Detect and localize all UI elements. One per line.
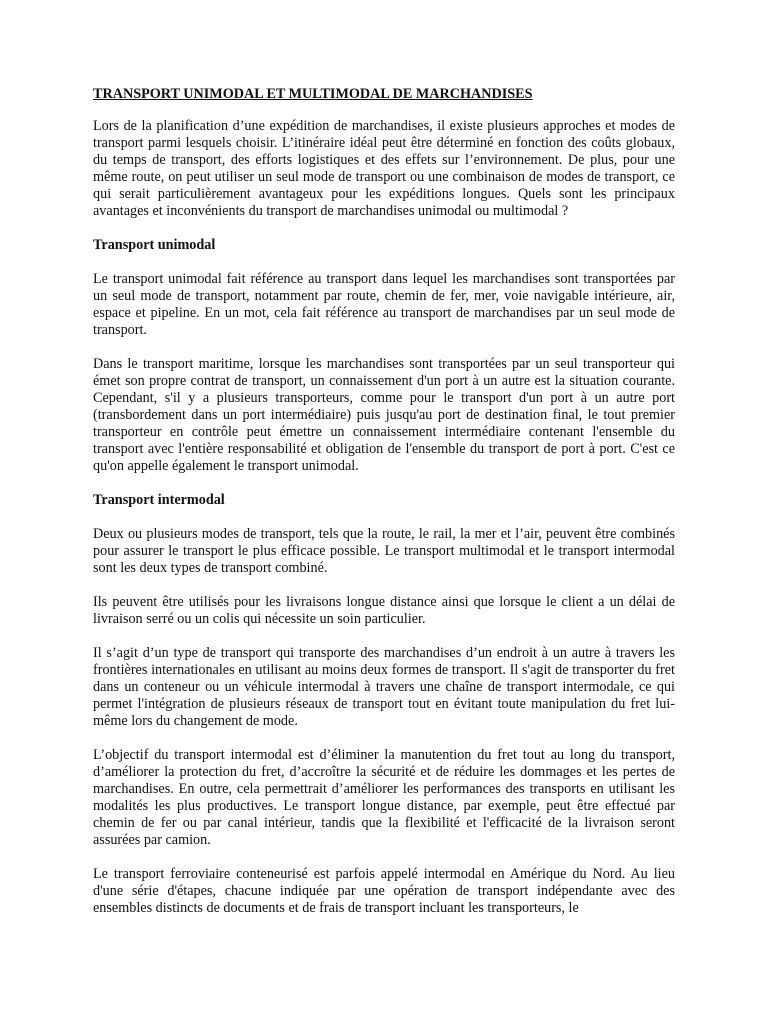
- section-heading-intermodal: Transport intermodal: [93, 492, 225, 508]
- section-heading-unimodal: Transport unimodal: [93, 237, 216, 253]
- intermodal-paragraph-3: Il s’agit d’un type de transport qui transporte des marchandises d’un endroit à un autre à travers les frontières internationales en utilisant au moins deux formes de transport. Il s'agit de transporter du fret dans un conteneur ou un véhicule intermodal à travers une chaîne de transport intermodale, ce qui permet l'intégration de plusieurs réseaux de transport tout en évitant toute manipulation du fret lui-même lors du changement de mode.: [93, 645, 675, 729]
- intro-paragraph: Lors de la planification d’une expédition de marchandises, il existe plusieurs approches et modes de transport parmi lesquels choisir. L’itinéraire idéal peut être déterminé en fonction des coûts globaux, du temps de transport, des efforts logistiques et des effets sur l’environnement. De plus, pour une même route, on peut utiliser un seul mode de transport ou une combinaison de modes de transport, ce qui serait particulièrement avantageux pour les expéditions longues. Quels sont les principaux avantages et inconvénients du transport de marchandises unimodal ou multimodal ?: [93, 118, 675, 219]
- intermodal-paragraph-1: Deux ou plusieurs modes de transport, tels que la route, le rail, la mer et l’air, peuvent être combinés pour assurer le transport le plus efficace possible. Le transport multimodal et le transport intermodal sont les deux types de transport combiné.: [93, 526, 675, 576]
- unimodal-paragraph-1: Le transport unimodal fait référence au transport dans lequel les marchandises sont transportées par un seul mode de transport, notamment par route, chemin de fer, mer, voie navigable intérieure, air, espace et pipeline. En un mot, cela fait référence au transport de marchandises par un seul mode de transport.: [93, 271, 675, 338]
- intermodal-paragraph-4: L’objectif du transport intermodal est d’éliminer la manutention du fret tout au long du transport, d’améliorer la protection du fret, d’accroître la sécurité et de réduire les dommages et les pertes de marchandises. En outre, cela permettrait d’améliorer les performances des transports en utilisant les modalités les plus productives. Le transport longue distance, par exemple, peut être effectué par chemin de fer ou par canal intérieur, tandis que la flexibilité et l'efficacité de la livraison seront assurées par camion.: [93, 747, 675, 848]
- intermodal-paragraph-5: Le transport ferroviaire conteneurisé est parfois appelé intermodal en Amérique du Nord. Au lieu d'une série d'étapes, chacune indiquée par une opération de transport indépendante avec des ensembles distincts de documents et de frais de transport incluant les transporteurs, le: [93, 866, 675, 916]
- document-page: [93, 86, 675, 917]
- unimodal-paragraph-2: Dans le transport maritime, lorsque les marchandises sont transportées par un seul transporteur qui émet son propre contrat de transport, un connaissement d'un port à un autre est la situation courante. Cependant, s'il y a plusieurs transporteurs, comme pour le transport d'un port à un autre port (transbordement dans un port intermédiaire) puis jusqu'au port de destination final, le tout premier transporteur en contrôle peut émettre un connaissement intermédiaire contenant l'ensemble du transport avec l'entière responsabilité et obligation de l'ensemble du transport de port à port. C'est ce qu'on appelle également le transport unimodal.: [93, 356, 675, 474]
- document-title: TRANSPORT UNIMODAL ET MULTIMODAL DE MARCHANDISES: [93, 86, 533, 102]
- intermodal-paragraph-2: Ils peuvent être utilisés pour les livraisons longue distance ainsi que lorsque le client a un délai de livraison serré ou un colis qui nécessite un soin particulier.: [93, 594, 675, 627]
